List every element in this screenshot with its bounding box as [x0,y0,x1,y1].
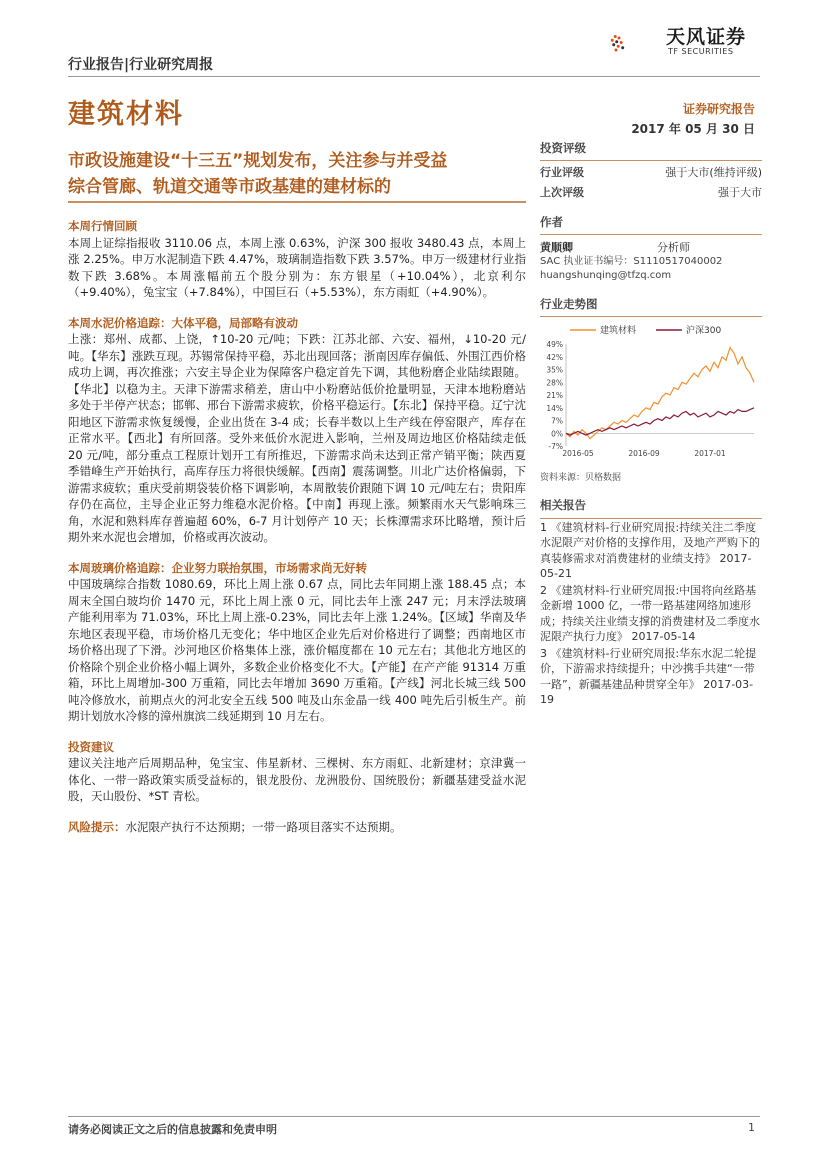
analyst-cert: SAC 执业证书编号：S1110517040002 [540,256,723,267]
section-risk [68,819,526,836]
related-title: 相关报告 [540,498,586,512]
x-tick-label: 2016-05 [562,449,594,458]
headline [68,148,528,200]
x-tick-label: 2016-09 [628,449,660,458]
headline-line-1: 市政设施建设“十三五”规划发布，关注参与并受益 [68,151,448,171]
related-item[interactable]: 1 《建筑材料-行业研究周报:持续关注二季度水泥限产对价格的支撑作用，及地产严购下的真装修需求对消费建材的业绩支持》 2017-05-21 [540,520,760,580]
section-risk-title: 风险提示： [68,819,126,834]
y-tick-label: 28% [546,378,563,388]
headline-divider [68,201,526,203]
series-line [566,348,754,439]
disclaimer-note: 请务必阅读正文之后的信息披露和免责申明 [68,1123,277,1136]
y-tick-label: 14% [546,403,563,413]
y-tick-label: -7% [548,442,563,451]
related-item[interactable]: 2 《建筑材料-行业研究周报:中国将向丝路基金新增 1000 亿，一带一路基建网络加速形成；持续关注业绩支撑的消费建材及二季度水泥限产执行力度》 2017-05-14 [540,583,760,643]
section-advice-title: 投资建议 [68,739,114,754]
header-divider [68,76,760,77]
rating-label: 行业评级 [540,166,584,179]
brand-sub: TF SECURITIES [668,47,734,56]
report-category: 行业报告|行业研究周报 [68,57,214,73]
rating-value: 强于大市(维持评级) [665,166,762,179]
analyst-row [540,239,690,255]
report-type: 证券研究报告 [682,102,755,116]
main-content [68,218,526,835]
section-advice-body: 建议关注地产后周期品种，兔宝宝、伟星新材、三棵树、东方雨虹、北新建材；京津冀一体化、一带一路政策实质受益标的，银龙股份、龙洲股份、国统股份；新疆基建受益水泥股，天山股份、*ST 青松。 [68,756,526,803]
prev-rating-value: 强于大市 [718,186,762,199]
analyst-name: 黄顺卿 [540,241,573,254]
y-tick-label: 21% [546,391,563,400]
series-line [566,408,754,435]
prev-rating-label: 上次评级 [540,186,584,199]
rating-panel [540,140,762,201]
report-date: 2017 年 05 月 30 日 [631,122,755,136]
trend-title: 行业走势图 [540,297,598,311]
chart-source: 资料来源：贝格数据 [540,473,622,483]
y-tick-label: 49% [546,340,563,349]
section-cement-body: 上涨：郑州、成都、上饶，↑10-20 元/吨；下跌：江苏北部、六安、福州，↓10-20 元/吨。【华东】涨跌互现。苏锡常保持平稳，苏北出现回落；浙南因库存偏低、外围江西价格成功上调，再次推涨；六安主导企业为保障客户稳定首先下调，其他粉磨企业陆续跟随。【华北】以稳为主。天津下游需求稍差，唐山中小粉磨站低价抢量明显，天津本地粉磨站多处于半停产状态；邯郸、邢台下游需求疲软，价格平稳运行。【东北】保持平稳。辽宁沈阳地区下游需求恢复缓慢，企业出货在 3-4 成；长春半数以上生产线在停窑限产，库存在正常水平。【西北】有所回落。受外来低价水泥进入影响，兰州及周边地区价格陆续走低 20 元/吨，部分重点工程原计划开工有所推迟，下游需求尚未达到正常产销平衡；陕西夏季错峰生产开始执行，高库存压力将很快缓解。【西南】震荡调整。川北广达价格偏弱，下游需求疲软；重庆受前期袋装价格下调影响，本周散装价跟随下调 10 元/吨左右；贵阳库存仍在高位，主导企业正努力维稳水泥价格。【中南】再现上涨。频繁雨水天气影响珠三角，水泥和熟料库存普遍超 60%，6-7 月计划停产 10 天；长株潭需求环比略增，预计后期外来水泥也会增加，价格或再次波动。 [68,332,526,544]
tf-logo-icon [610,20,666,68]
author-title: 作者 [540,215,563,229]
section-glass-body: 中国玻璃综合指数 1080.69，环比上周上涨 0.67 点，同比去年同期上涨 188.45 点；本周末全国白玻均价 1470 元，环比上周上涨 0 元，同比去年上涨 247 元；月末浮法玻璃产能利用率为 71.03%，环比上周上涨-0.23%，同比去年上涨 1.24%。【区域】华南及华东地区表现平稳，市场价格几无变化；华中地区企业先后对价格进行了调整；西南地区市场价格出现了下滑。沙河地区价格集体上涨，涨价幅度都在 10 元左右；其他北方地区的价格除个别企业价格小幅上调外，多数企业价格变化不大。【产能】在产产能 91314 万重箱，环比上周增加-300 万重箱，同比去年增加 3690 万重箱。【产线】河北长城三线 500 吨冷修放水，前期点火的河北安全五线 500 吨及山东金晶一线 400 吨先后引板生产。前期计划放水冷修的漳州旗滨二线延期到 10 月左右。 [68,577,526,723]
analyst-role: 分析师 [657,241,690,254]
y-tick-label: 7% [551,416,563,426]
section-market-review-title: 本周行情回顾 [68,219,137,233]
industry-title: 建筑材料 [68,99,184,130]
legend-label: 建筑材料 [600,326,637,336]
analyst-email[interactable]: huangshunqing@tfzq.com [540,270,672,281]
page-number: 1 [748,1121,755,1134]
y-tick-label: 0% [551,429,563,439]
y-tick-label: 42% [546,352,563,362]
section-risk-body: 水泥限产执行不达预期；一带一路项目落实不达预期。 [125,819,402,834]
trend-chart [540,318,762,458]
headline-line-2: 综合管廊、轨道交通等市政基建的建材标的 [68,177,391,197]
trend-panel [540,296,762,317]
section-market-review-body: 本周上证综指报收 3110.06 点，本周上涨 0.63%，沪深 300 报收 3480.43 点，本周上涨 2.25%。申万水泥制造下跌 4.47%，玻璃制造指数下跌 3.57%。申万一级建材行业指数下跌 3.68%。本周涨幅前五个股分别为：东方银星（+10.04%），北京利尔（+9.40%），兔宝宝（+7.84%），中国巨石（+5.53%），东方雨虹（+4.90%）。 [68,235,526,299]
rating-row-previous [540,181,762,201]
author-panel [540,214,762,283]
legend-label: 沪深300 [686,326,722,336]
section-glass-title: 本周玻璃价格追踪：企业努力联抬氛围，市场需求尚无好转 [68,560,367,575]
rating-row-current [540,161,762,181]
brand-name: 天风证券 [666,26,747,48]
related-item[interactable]: 3 《建筑材料-行业研究周报:华东水泥二轮提价，下游需求持续提升；中沙携手共建“一带一路”，新疆基建品种贯穿全年》 2017-03-19 [540,646,757,706]
x-tick-label: 2017-01 [694,449,726,458]
footer-divider [68,1116,760,1117]
section-cement-title: 本周水泥价格追踪：大体平稳，局部略有波动 [68,315,298,330]
rating-title: 投资评级 [540,141,586,155]
related-panel [540,498,762,708]
y-tick-label: 35% [546,365,563,375]
